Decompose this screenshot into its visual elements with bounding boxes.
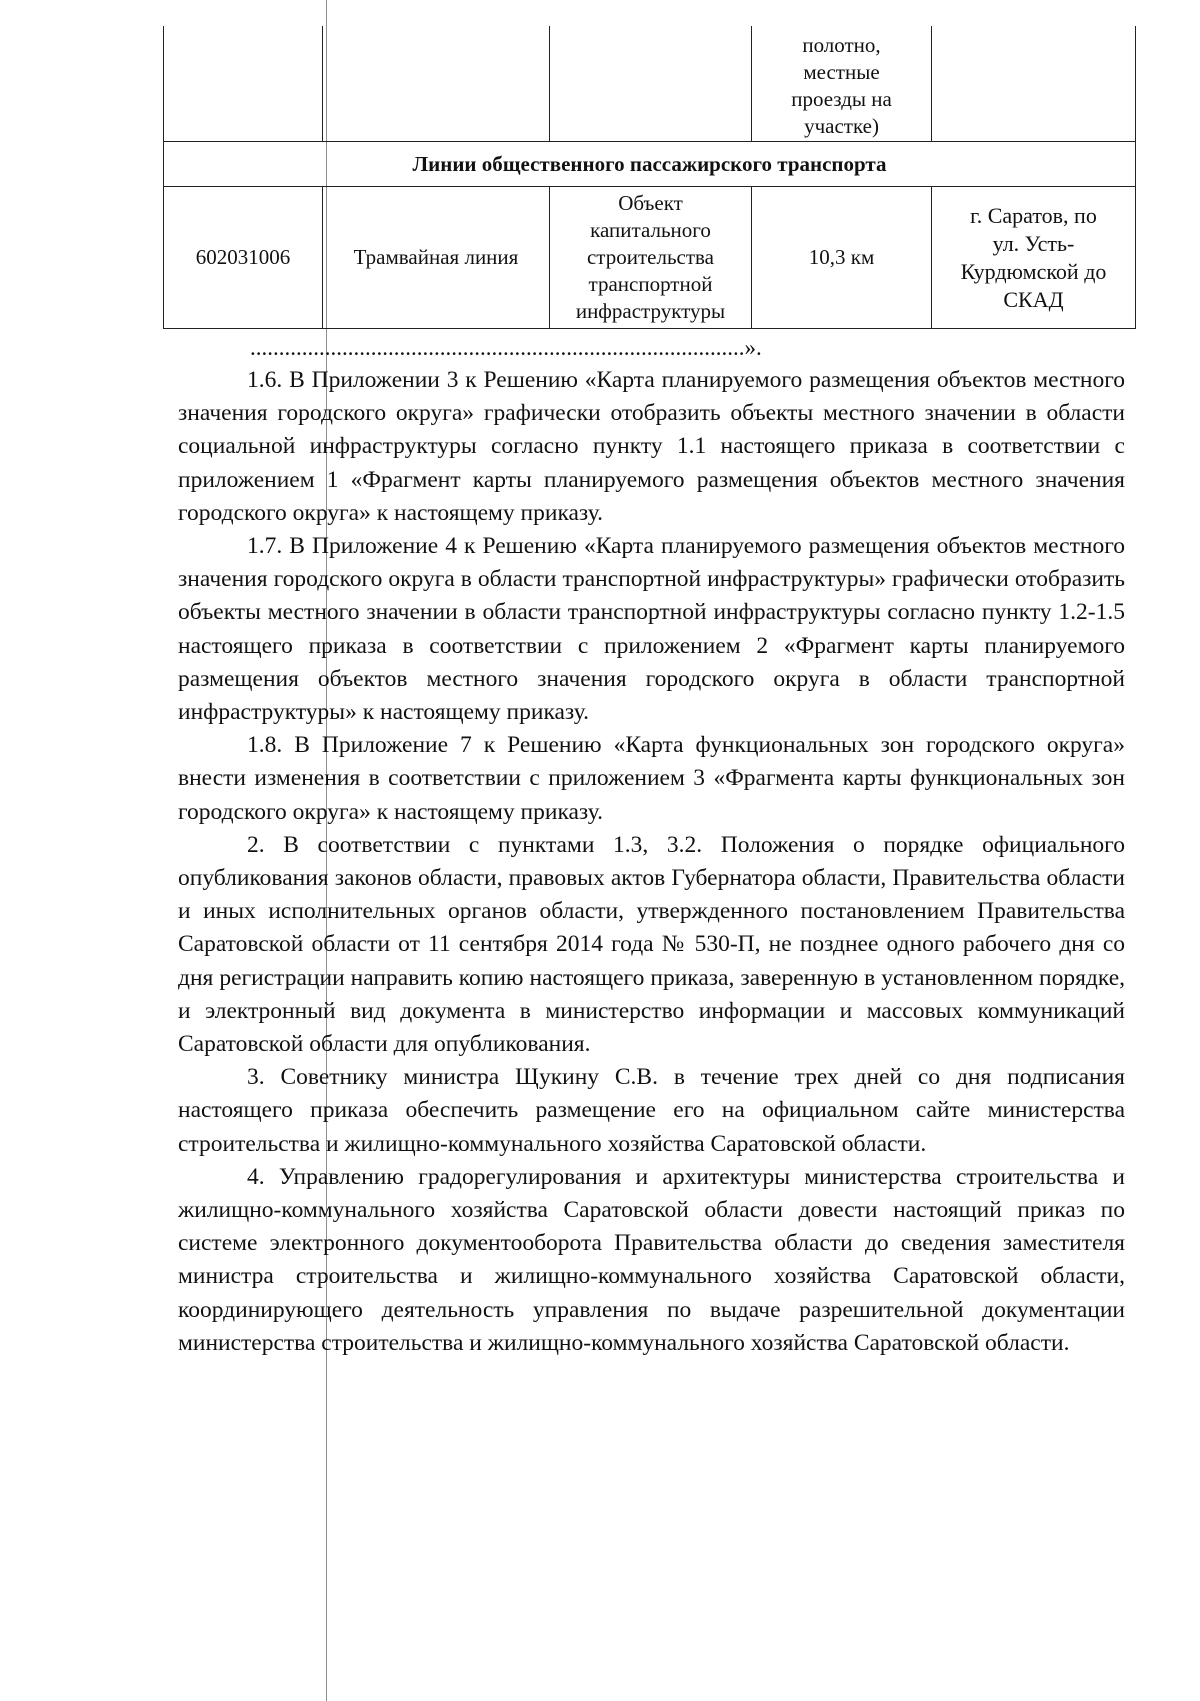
paragraph-3: 3. Советнику министра Щукину С.В. в течение трех дней со дня подписания настоящего приказа обеспечить размещение его на официальном сайте министерства строительства и жилищно-коммунального хозяйства Саратовской области.	[178, 1064, 1125, 1157]
paragraph-1-8: 1.8. В Приложение 7 к Решению «Карта функциональных зон городского округа» внести изменения в соответствии с приложением 3 «Фрагмента карты функциональных зон городского округа» к настоящему приказу.	[178, 732, 1125, 825]
table-section-title: Линии общественного пассажирского транспорта	[164, 142, 1136, 187]
paragraph-4: 4. Управлению градорегулирования и архитектуры министерства строительства и жилищно-коммунального хозяйства Саратовской области довести настоящий приказ по системе электронного документооборота Правительства области до сведения заместителя министра строительства и жилищно-коммунального хозяйства Саратовской области, координирующего деятельность управления по выдаче разрешительной документации министерства строительства и жилищно-коммунального хозяйства Саратовской области.	[178, 1163, 1125, 1356]
table-cell-type	[550, 26, 752, 142]
dotted-continuation-line: ......................................................................................».	[250, 335, 762, 360]
table-cell-location	[932, 26, 1136, 142]
objects-table	[163, 26, 1136, 329]
table-cell-type: Объект капитального строительства транспортной инфраструктуры	[550, 187, 752, 329]
table-cell-location: г. Саратов, по ул. Усть- Курдюмской до СКАД	[932, 187, 1136, 329]
table-row	[164, 26, 1136, 142]
table-cell-length: полотно, местные проезды на участке)	[752, 26, 932, 142]
paragraph-2: 2. В соответствии с пунктами 1.3, 3.2. Положения о порядке официального опубликования законов области, правовых актов Губернатора области, Правительства области и иных исполнительных органов области, утвержденного постановлением Правительства Саратовской области от 11 сентября 2014 года № 530-П, не позднее одного рабочего дня со дня регистрации направить копию настоящего приказа, заверенную в установленном порядке, и электронный вид документа в министерство информации и массовых коммуникаций Саратовской области для опубликования.	[178, 831, 1125, 1058]
document-body	[178, 364, 1125, 1360]
table-cell-length: 10,3 км	[752, 187, 932, 329]
table-cell-name: Трамвайная линия	[323, 187, 550, 329]
table-cell-name	[323, 26, 550, 142]
paragraph-1-6: 1.6. В Приложении 3 к Решению «Карта планируемого размещения объектов местного значения городского округа» графически отобразить объекты местного значении в области социальной инфраструктуры согласно пункту 1.1 настоящего приказа в соответствии с приложением 1 «Фрагмент карты планируемого размещения объектов местного значения городского округа» к настоящему приказу.	[178, 367, 1125, 526]
table-row	[164, 187, 1136, 329]
paragraph-1-7: 1.7. В Приложение 4 к Решению «Карта планируемого размещения объектов местного значения городского округа в области транспортной инфраструктуры» графически отобразить объекты местного значении в области транспортной инфраструктуры согласно пункту 1.2-1.5 настоящего приказа в соответствии с приложением 2 «Фрагмент карты планируемого размещения объектов местного значения городского округа в области транспортной инфраструктуры» к настоящему приказу.	[178, 533, 1125, 726]
table-cell-code	[164, 26, 323, 142]
table-section-row	[164, 142, 1136, 187]
table-cell-code: 602031006	[164, 187, 323, 329]
